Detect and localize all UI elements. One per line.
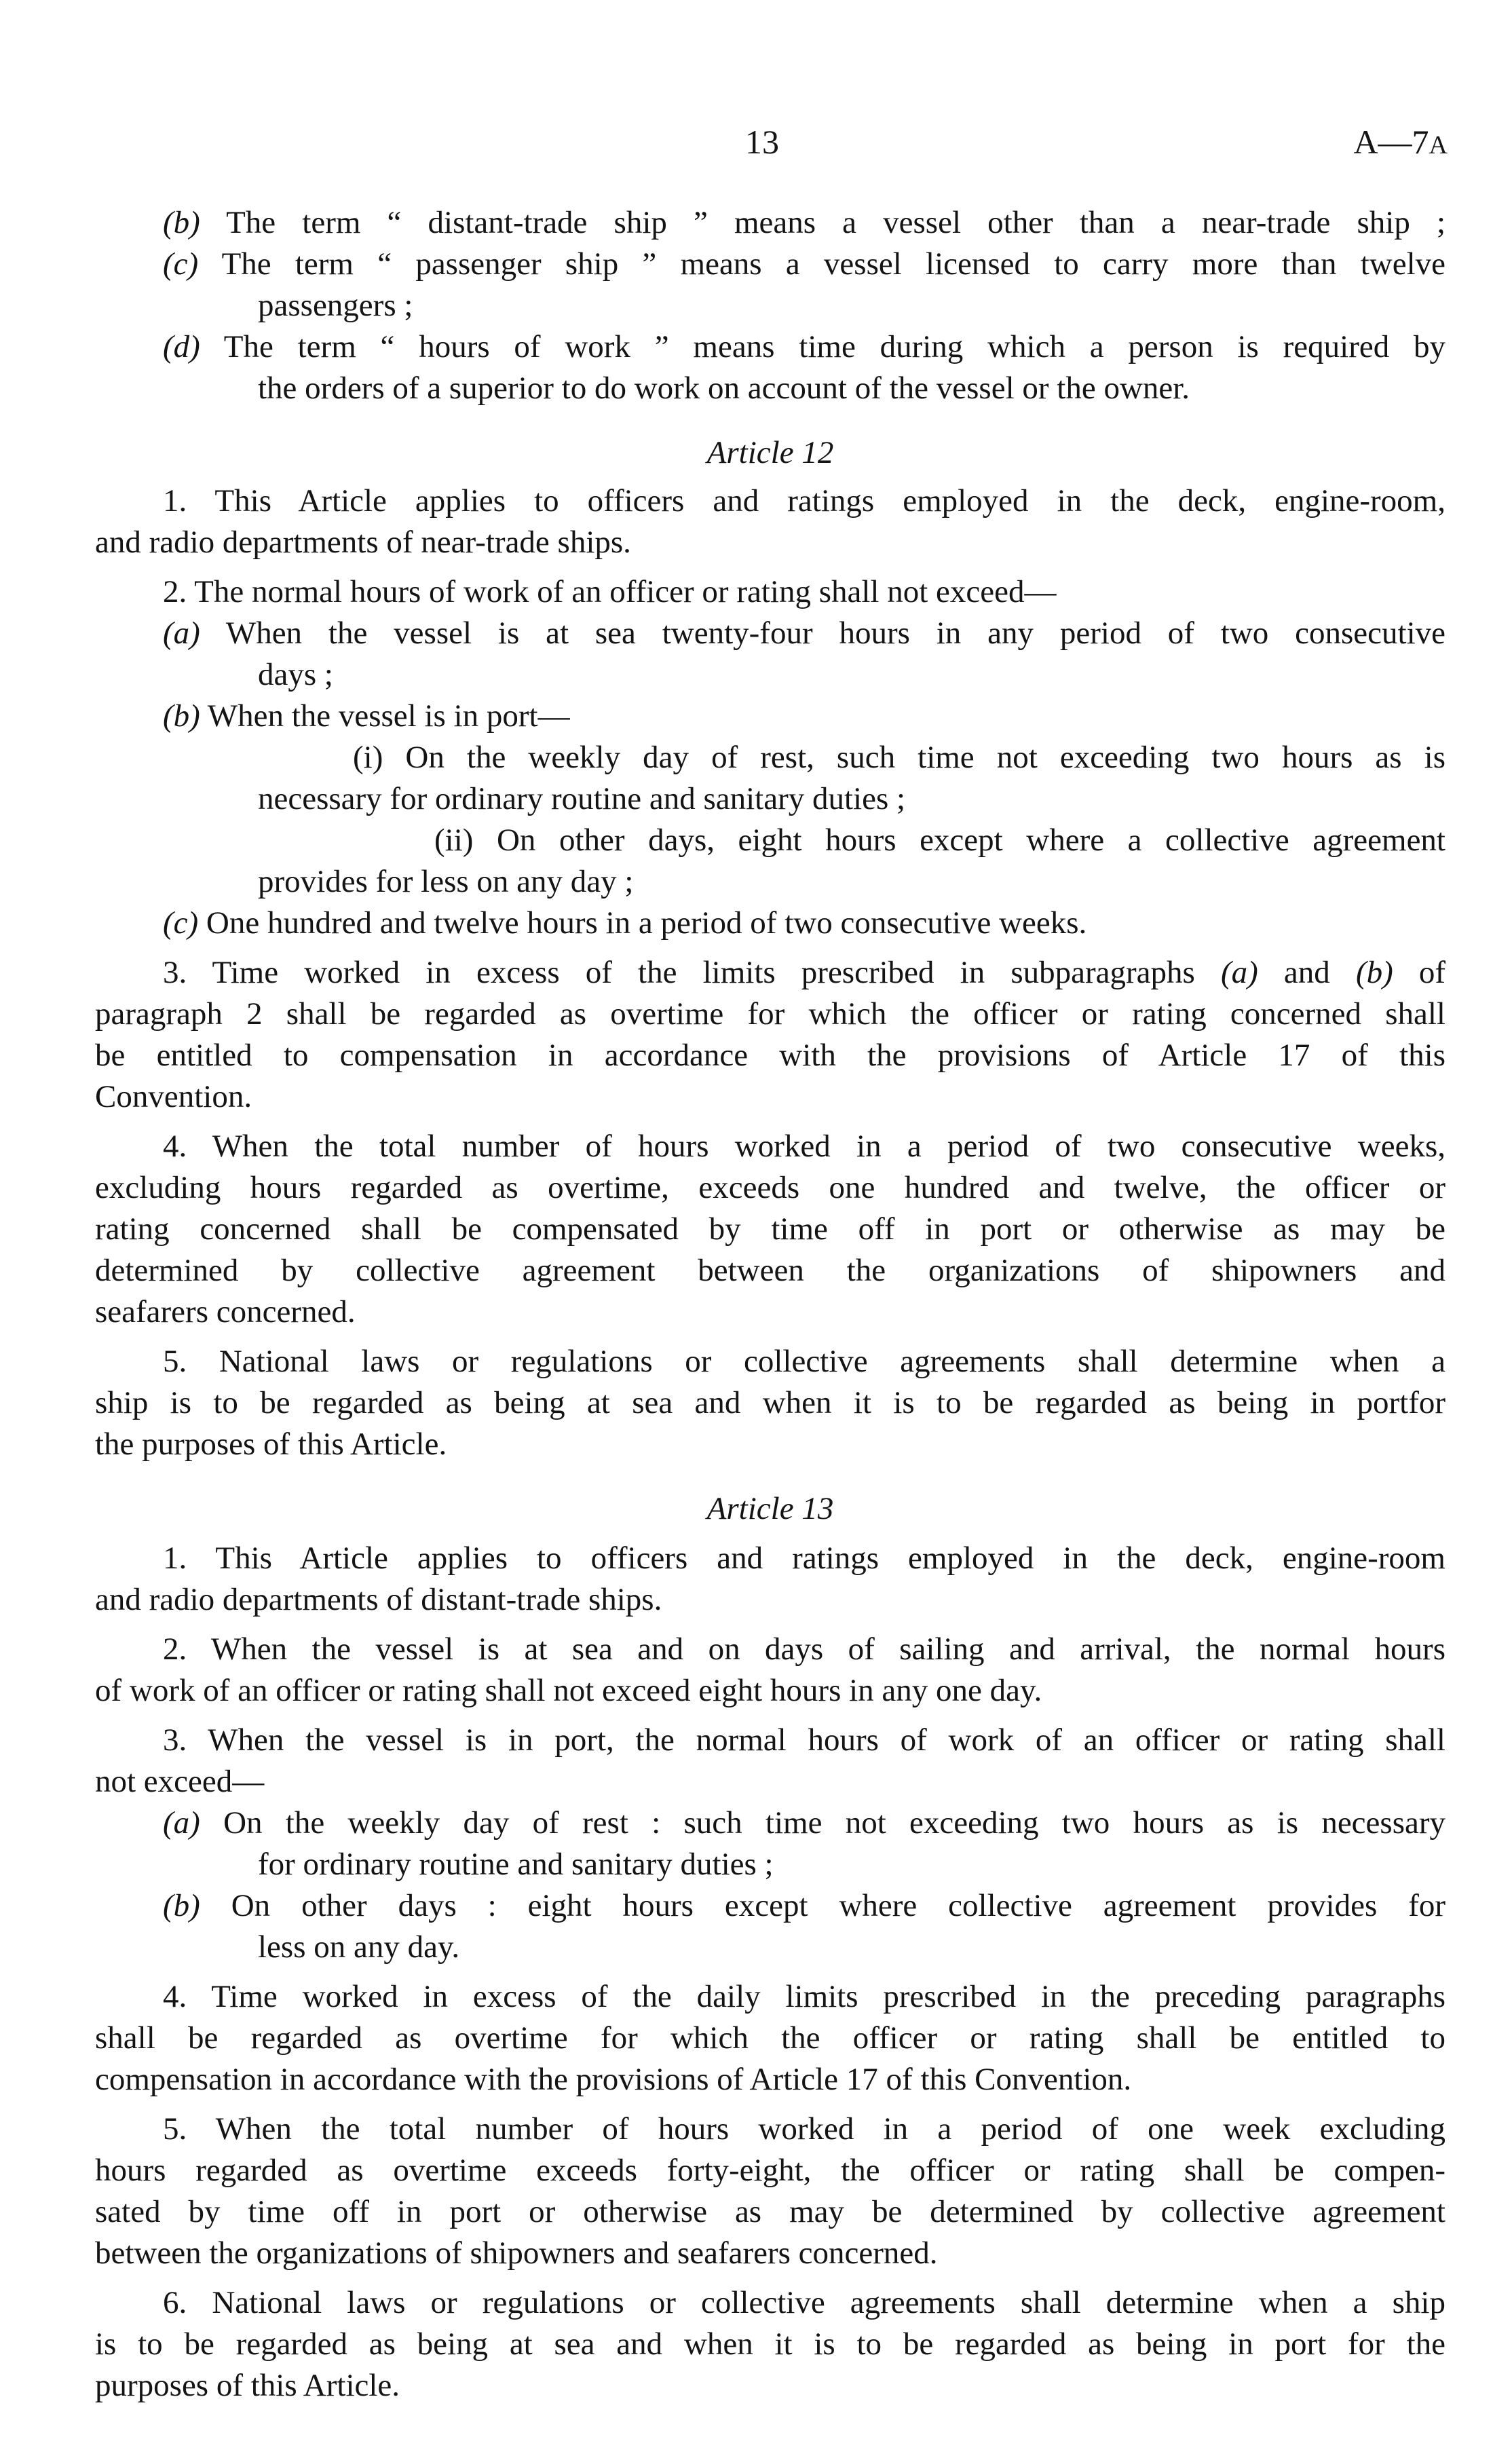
- a13-para4-line1: 4. Time worked in excess of the daily limits prescribed in the preceding paragraphs: [163, 1979, 1445, 2014]
- a13-para6-line2: is to be regarded as being at sea and when it is to be regarded as being in port for the: [95, 2326, 1445, 2362]
- a12-para3-of: of: [1418, 955, 1446, 990]
- document-reference-suffix: A: [1429, 131, 1448, 159]
- a12-para3-ref-b: (b): [1355, 955, 1393, 990]
- a12-para2-b-i: (i) On the weekly day of rest, such time not exceeding two hours as is: [353, 740, 1445, 775]
- a13-para5-line2: hours regarded as overtime exceeds forty-eight, the officer or rating shall be compen-: [95, 2153, 1445, 2188]
- document-body: [95, 202, 1445, 2406]
- definition-d-label: (d): [163, 329, 200, 364]
- a13-para3-b: [95, 1885, 1445, 1927]
- document-reference-main: A—7: [1353, 123, 1429, 161]
- a12-para2-a: [95, 613, 1445, 654]
- article-13-heading: Article 13: [706, 1491, 834, 1526]
- a13-para5-line1: 5. When the total number of hours worked in a period of one week excluding: [163, 2111, 1445, 2147]
- a12-para1-line2: and radio departments of near-trade ships.: [95, 525, 631, 560]
- a12-para5-line3: the purposes of this Article.: [95, 1427, 447, 1462]
- a12-para2-c: [95, 903, 1445, 944]
- a12-para2-a-text: When the vessel is at sea twenty-four hours in any period of two consecutive: [225, 616, 1445, 651]
- a13-para6-line3: purposes of this Article.: [95, 2368, 400, 2403]
- a13-para4-line3: compensation in accordance with the provisions of Article 17 of this Convention.: [95, 2062, 1132, 2097]
- a12-para3-ref-a: (a): [1220, 955, 1258, 990]
- a12-para5-line1: 5. National laws or regulations or collective agreements shall determine when a: [163, 1344, 1445, 1379]
- a12-para2-a-label: (a): [163, 616, 200, 651]
- a12-para2-b-ii-continued: provides for less on any day ;: [258, 864, 634, 899]
- a12-para3-line3: be entitled to compensation in accordance with the provisions of Article 17 of this: [95, 1038, 1445, 1073]
- a12-para3-and: and: [1283, 955, 1330, 990]
- a12-para4-line3: rating concerned shall be compensated by time off in port or otherwise as may be: [95, 1211, 1445, 1247]
- page-number: 13: [745, 123, 779, 161]
- a13-para3-a-continued: for ordinary routine and sanitary duties ;: [258, 1847, 774, 1882]
- definition-c-continued: passengers ;: [258, 288, 413, 323]
- a13-para1-line2: and radio departments of distant-trade ships.: [95, 1582, 662, 1617]
- a12-para2-c-label: (c): [163, 905, 199, 941]
- definition-b: [95, 202, 1445, 244]
- definition-c-label: (c): [163, 246, 199, 282]
- a12-para2-a-continued: days ;: [258, 657, 333, 692]
- a13-para3-b-text: On other days : eight hours except where collective agreement provides for: [231, 1888, 1445, 1923]
- definition-b-label: (b): [163, 205, 200, 240]
- a12-para2-b-ii: (ii) On other days, eight hours except where a collective agreement: [434, 823, 1445, 858]
- a12-para3-line1: [95, 952, 1445, 994]
- a13-para3-a-text: On the weekly day of rest : such time not exceeding two hours as is necessary: [223, 1805, 1445, 1840]
- article-12-heading: Article 12: [706, 435, 834, 470]
- definition-d-continued: the orders of a superior to do work on account of the vessel or the owner.: [258, 371, 1190, 406]
- definition-d-text: The term “ hours of work ” means time during which a person is required by: [223, 329, 1445, 364]
- a12-para2-b-i-continued: necessary for ordinary routine and sanitary duties ;: [258, 781, 906, 816]
- definition-c: [95, 244, 1445, 285]
- document-reference: [1353, 122, 1448, 162]
- definition-b-text: The term “ distant-trade ship ” means a vessel other than a near-trade ship ;: [226, 205, 1445, 240]
- a13-para3-a-label: (a): [163, 1805, 200, 1840]
- definition-c-text: The term “ passenger ship ” means a vessel licensed to carry more than twelve: [221, 246, 1446, 282]
- definition-d: [95, 326, 1445, 368]
- a12-para4-line2: excluding hours regarded as overtime, exceeds one hundred and twelve, the officer or: [95, 1170, 1445, 1205]
- a13-para4-line2: shall be regarded as overtime for which the officer or rating shall be entitled to: [95, 2020, 1445, 2056]
- a12-para3-line4: Convention.: [95, 1079, 252, 1114]
- a13-para2-line1: 2. When the vessel is at sea and on days of sailing and arrival, the normal hours: [163, 1631, 1445, 1667]
- a12-para2-line1: 2. The normal hours of work of an officer or rating shall not exceed—: [163, 574, 1057, 609]
- a12-para1-line1: 1. This Article applies to officers and ratings employed in the deck, engine-room,: [163, 483, 1445, 518]
- a12-para2-c-text: One hundred and twelve hours in a period of two consecutive weeks.: [206, 905, 1087, 941]
- a12-para3-text: 3. Time worked in excess of the limits prescribed in subparagraphs: [163, 955, 1195, 990]
- a13-para3-a: [95, 1802, 1445, 1844]
- a13-para3-b-continued: less on any day.: [258, 1929, 460, 1965]
- a13-para3-line1: 3. When the vessel is in port, the normal hours of work of an officer or rating shall: [163, 1722, 1445, 1758]
- a13-para3-b-label: (b): [163, 1888, 200, 1923]
- a13-para6-line1: 6. National laws or regulations or collective agreements shall determine when a ship: [163, 2285, 1445, 2320]
- a13-para3-line2: not exceed—: [95, 1764, 265, 1799]
- a12-para2-b: [95, 696, 1445, 737]
- a13-para5-line4: between the organizations of shipowners and seafarers concerned.: [95, 2235, 938, 2271]
- a12-para2-b-text: When the vessel is in port—: [207, 698, 570, 734]
- a13-para2-line2: of work of an officer or rating shall not exceed eight hours in any one day.: [95, 1673, 1042, 1708]
- a12-para4-line1: 4. When the total number of hours worked in a period of two consecutive weeks,: [163, 1129, 1445, 1164]
- a12-para2-b-label: (b): [163, 698, 200, 734]
- a13-para1-line1: 1. This Article applies to officers and ratings employed in the deck, engine-room: [163, 1541, 1445, 1576]
- a12-para5-line2: ship is to be regarded as being at sea and when it is to be regarded as being in portfor: [95, 1385, 1445, 1420]
- a13-para5-line3: sated by time off in port or otherwise as may be determined by collective agreement: [95, 2194, 1445, 2229]
- a12-para4-line4: determined by collective agreement between the organizations of shipowners and: [95, 1253, 1445, 1288]
- a12-para4-line5: seafarers concerned.: [95, 1294, 356, 1329]
- a12-para3-line2: paragraph 2 shall be regarded as overtime for which the officer or rating concerned shall: [95, 996, 1445, 1032]
